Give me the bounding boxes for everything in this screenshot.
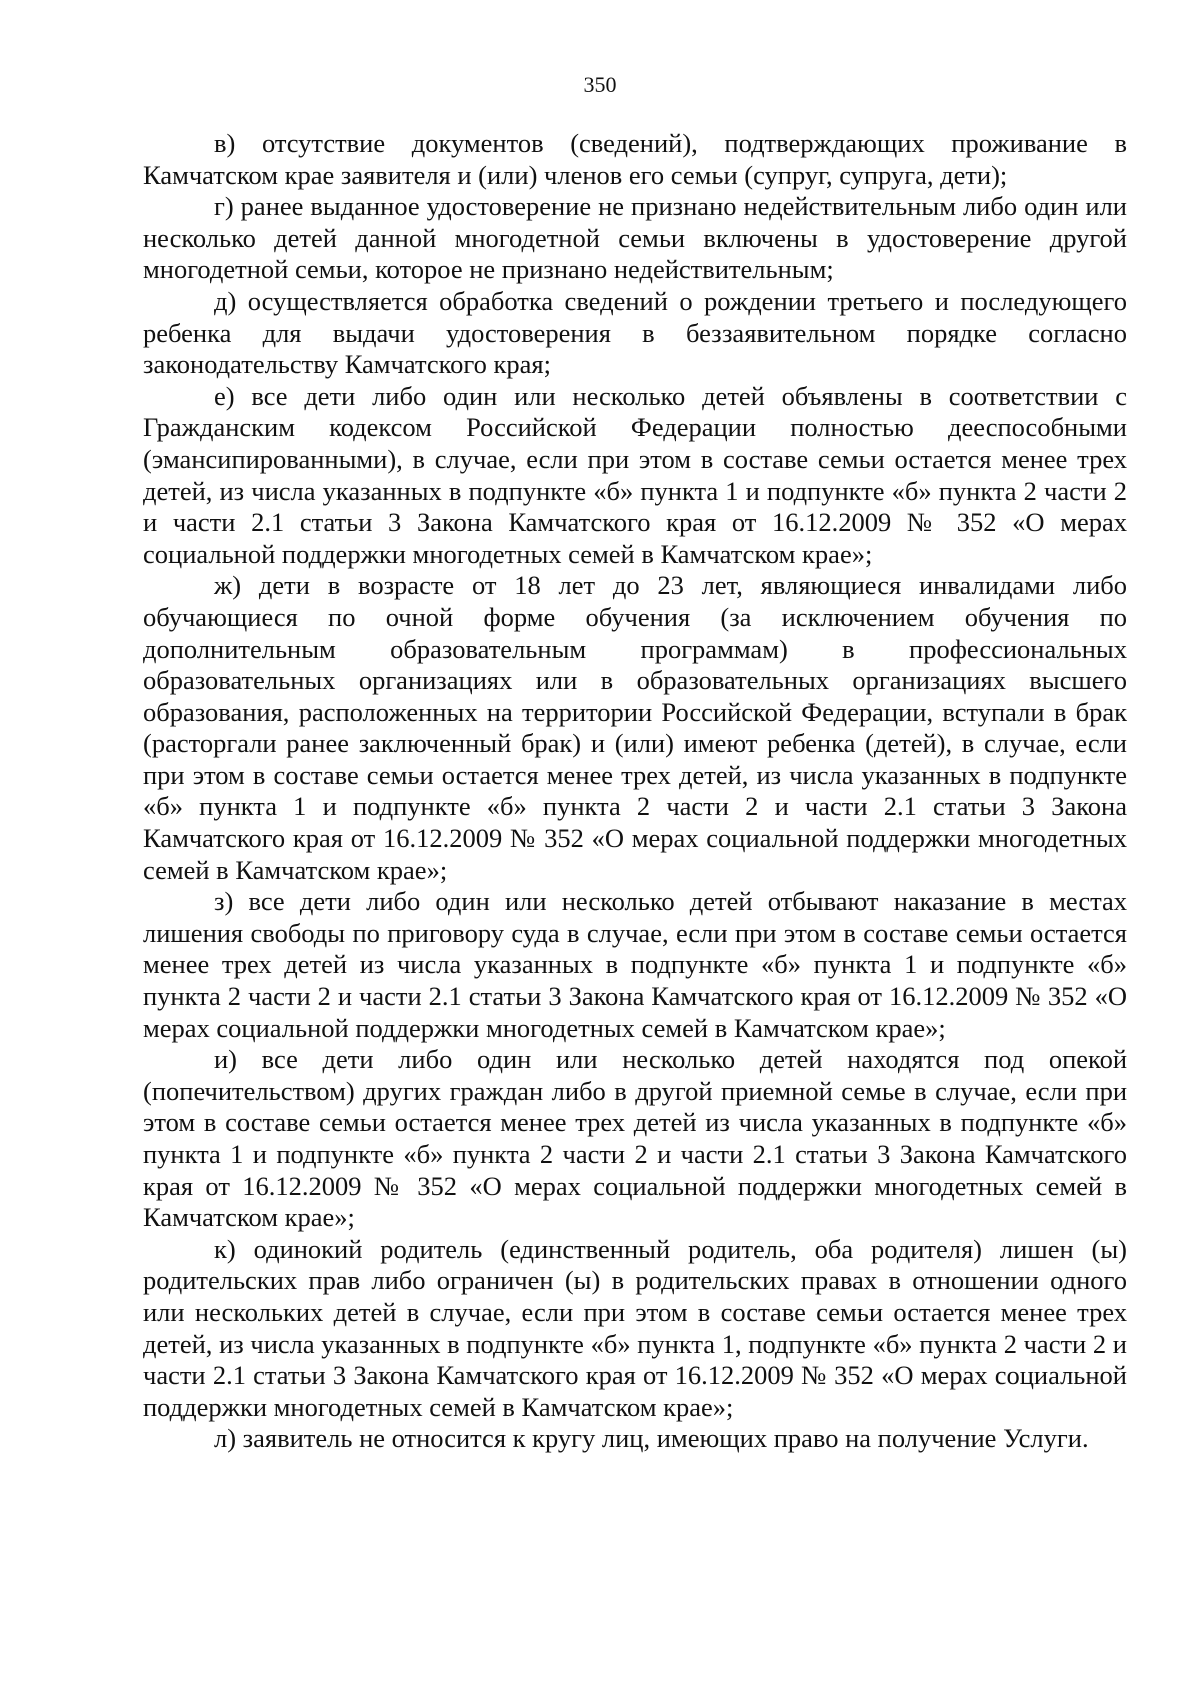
paragraph-zh: ж) дети в возрасте от 18 лет до 23 лет, являющиеся инвалидами либо обучающиеся по очной форме обучения (за исключением обучения по дополнительным образовательным программам) в профессиональных образовательных организациях или в образовательных организациях высшего образования, расположенных на территории Российской Федерации, вступали в брак (расторгали ранее заключенный брак) и (или) имеют ребенка (детей), в случае, если при этом в составе семьи остается менее трех детей, из числа указанных в подпункте «б» пункта 1 и подпункте «б» пункта 2 части 2 и части 2.1 статьи 3 Закона Камчатского края от 16.12.2009 № 352 «О мерах социальной поддержки многодетных семей в Камчатском крае»; <box>143 570 1127 885</box>
paragraph-v: в) отсутствие документов (сведений), подтверждающих проживание в Камчатском крае заявителя и (или) членов его семьи (супруг, супруга, дети); <box>143 128 1127 190</box>
paragraph-i: и) все дети либо один или несколько детей находятся под опекой (попечительством) других граждан либо в другой приемной семье в случае, если при этом в составе семьи остается менее трех детей из числа указанных в подпункте «б» пункта 1 и подпункте «б» пункта 2 части 2 и части 2.1 статьи 3 Закона Камчатского края от 16.12.2009 № 352 «О мерах социальной поддержки многодетных семей в Камчатском крае»; <box>143 1044 1127 1233</box>
document-body <box>143 128 1127 1455</box>
paragraph-g: г) ранее выданное удостоверение не признано недействительным либо один или несколько детей данной многодетной семьи включены в удостоверение другой многодетной семьи, которое не признано недействительным; <box>143 191 1127 285</box>
paragraph-e: е) все дети либо один или несколько детей объявлены в соответствии с Гражданским кодексом Российской Федерации полностью дееспособными (эмансипированными), в случае, если при этом в составе семьи остается менее трех детей, из числа указанных в подпункте «б» пункта 1 и подпункте «б» пункта 2 части 2 и части 2.1 статьи 3 Закона Камчатского края от 16.12.2009 № 352 «О мерах социальной поддержки многодетных семей в Камчатском крае»; <box>143 380 1127 569</box>
page-number: 350 <box>583 72 617 97</box>
paragraph-z: з) все дети либо один или несколько детей отбывают наказание в местах лишения свободы по приговору суда в случае, если при этом в составе семьи остается менее трех детей из числа указанных в подпункте «б» пункта 1 и подпункте «б» пункта 2 части 2 и части 2.1 статьи 3 Закона Камчатского края от 16.12.2009 № 352 «О мерах социальной поддержки многодетных семей в Камчатском крае»; <box>143 886 1127 1043</box>
paragraph-d: д) осуществляется обработка сведений о рождении третьего и последующего ребенка для выдачи удостоверения в беззаявительном порядке согласно законодательству Камчатского края; <box>143 285 1127 380</box>
paragraph-k: к) одинокий родитель (единственный родитель, оба родителя) лишен (ы) родительских прав либо ограничен (ы) в родительских правах в отношении одного или нескольких детей в случае, если при этом в составе семьи остается менее трех детей, из числа указанных в подпункте «б» пункта 1, подпункте «б» пункта 2 части 2 и части 2.1 статьи 3 Закона Камчатского края от 16.12.2009 № 352 «О мерах социальной поддержки многодетных семей в Камчатском крае»; <box>143 1233 1127 1422</box>
paragraph-l: л) заявитель не относится к кругу лиц, имеющих право на получение Услуги. <box>214 1423 1089 1454</box>
